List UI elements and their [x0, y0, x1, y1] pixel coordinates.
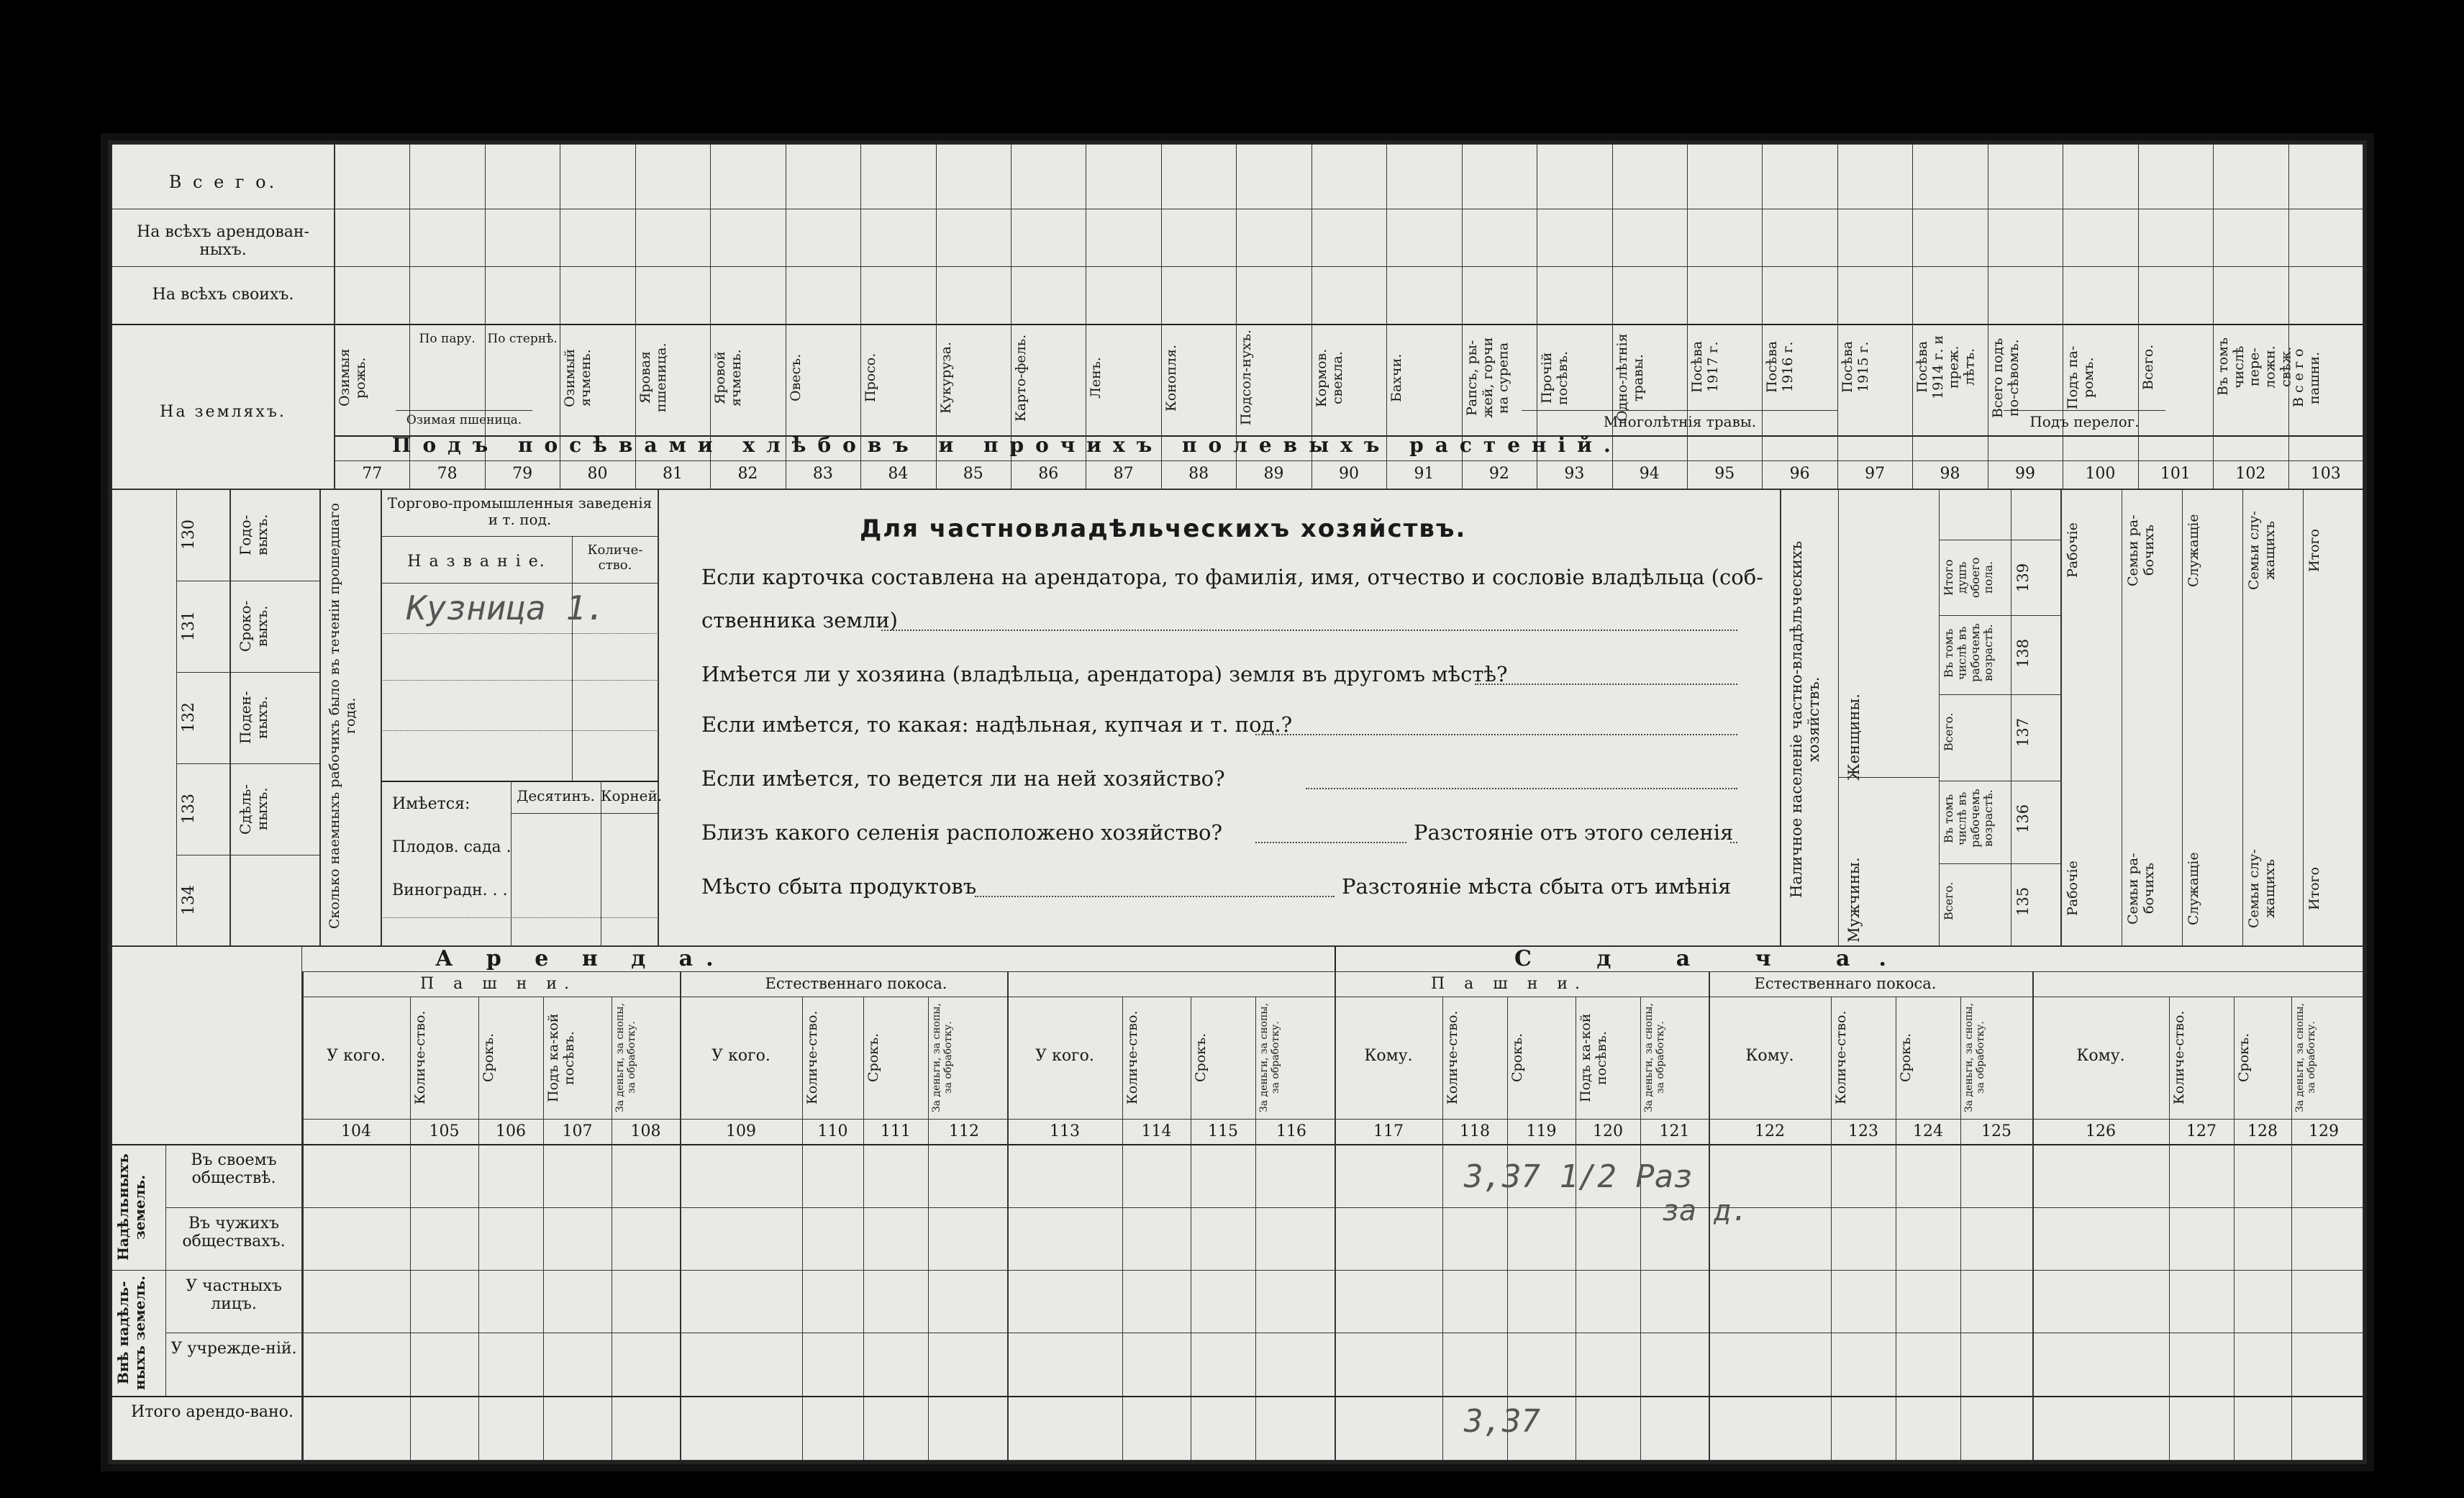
top-column-rule: [1837, 144, 1838, 489]
population-group-men: Мужчины.: [1845, 857, 1863, 943]
top-column-number: 85: [963, 465, 983, 483]
bottom-column-number: 128: [2247, 1122, 2278, 1140]
row-label-column: [112, 144, 335, 489]
top-column-rule: [2138, 144, 2139, 489]
top-column-header: Посѣва 1915 г.: [1839, 340, 1871, 394]
right-column-footer: Итого: [2306, 867, 2322, 910]
rule: [112, 1396, 2363, 1397]
population-col-header: Всего.: [1942, 712, 1955, 752]
top-column-header: По стернѣ.: [487, 332, 558, 346]
top-column-header: Овесъ.: [787, 353, 804, 402]
group-vne-label: Внѣ надѣль-ныхъ земель.: [114, 1275, 148, 1391]
worker-row-rule: [176, 672, 320, 673]
worker-row-number: 133: [180, 794, 198, 825]
rule: [1522, 410, 1838, 411]
population-row-rule: [1939, 694, 2061, 695]
bottom-column-number: 112: [949, 1122, 979, 1140]
top-column-number: 84: [888, 465, 909, 483]
rule: [112, 324, 2363, 325]
top-column-number: 88: [1188, 465, 1209, 483]
panel-line-village: Близъ какого селенія расположено хозяйство?: [701, 820, 1223, 845]
rule: [1730, 842, 1737, 843]
bottom-column-header: У кого.: [712, 1047, 770, 1065]
rule: [381, 730, 658, 731]
bottom-column-header: За деньги, за снопы, за обработку.: [2294, 1003, 2318, 1112]
population-col-number: 135: [2014, 886, 2032, 916]
bottom-column-header: Количе-ство.: [804, 1010, 820, 1105]
bottom-column-number: 126: [2086, 1122, 2116, 1140]
farming-line: [1306, 788, 1737, 789]
top-column-rule: [1762, 144, 1763, 489]
worker-row-number: 132: [180, 702, 198, 733]
trade-qty-header: Количе-ство.: [587, 543, 643, 573]
top-column-number: 103: [2310, 465, 2341, 483]
population-rule: [1838, 777, 1939, 778]
bottom-rows-area: [112, 1144, 2363, 1461]
right-column-rule: [2242, 489, 2243, 946]
bottom-column-header: Срокъ.: [1193, 1032, 1209, 1083]
bottom-column-number: 121: [1659, 1122, 1690, 1140]
rule: [2004, 410, 2165, 411]
row-own-society: Въ своемъ обществѣ.: [191, 1151, 277, 1188]
top-column-header: В с е г о пашни.: [2290, 348, 2322, 407]
bottom-column-header: За деньги, за снопы, за обработку.: [1643, 1003, 1667, 1112]
top-column-header: Озимый ячмень.: [562, 348, 594, 407]
top-column-number: 102: [2235, 465, 2266, 483]
row-label-lands: На земляхъ.: [160, 403, 286, 421]
sdacha-pokos-label: Естественнаго покоса.: [1754, 975, 1937, 992]
top-column-header: Подъ па-ромъ.: [2065, 345, 2097, 410]
population-rule: [1939, 489, 1940, 946]
korney-header: Корней.: [601, 787, 663, 804]
right-column-rule: [2061, 489, 2062, 946]
bottom-column-header: У кого.: [1035, 1047, 1094, 1065]
rule: [381, 680, 658, 681]
bottom-column-number: 116: [1276, 1122, 1306, 1140]
top-column-number: 82: [737, 465, 758, 483]
top-column-number: 96: [1789, 465, 1810, 483]
bottom-column-number: 106: [496, 1122, 526, 1140]
bottom-column-number: 109: [726, 1122, 756, 1140]
right-column-header: Служащіе: [2186, 514, 2201, 587]
census-form-sheet: [108, 140, 2367, 1464]
bottom-column-number: 117: [1373, 1122, 1404, 1140]
trade-name-header: Н а з в а н і е.: [407, 553, 546, 571]
rule: [381, 536, 658, 537]
bottom-column-number: 107: [562, 1122, 593, 1140]
right-column-header: Итого: [2306, 529, 2322, 572]
population-group-women: Женщины.: [1845, 694, 1863, 781]
top-column-header: Ленъ.: [1088, 357, 1104, 399]
right-column-rule: [2303, 489, 2304, 946]
top-column-header: Карто-фель.: [1013, 334, 1029, 422]
top-column-header: Посѣва 1914 г. и преж. лѣтъ.: [1914, 335, 1978, 399]
bottom-column-header: Кому.: [1745, 1047, 1794, 1065]
group-nadel-label: Надѣльныхъ земель.: [114, 1153, 148, 1261]
top-column-header: Всего подъ по-сѣвомъ.: [1989, 337, 2022, 418]
panel-line-farming: Если имѣется, то ведется ли на ней хозяйство?: [701, 766, 1225, 791]
rule: [381, 781, 658, 782]
top-column-number: 80: [587, 465, 608, 483]
trade-title: Торгово-промышленныя заведенія и т. под.: [387, 494, 653, 528]
bottom-column-header: Подъ ка-кой посѣвъ.: [545, 1013, 577, 1102]
bottom-column-number: 120: [1593, 1122, 1623, 1140]
worker-row-number: 131: [180, 611, 198, 642]
bottom-column-number: 124: [1913, 1122, 1943, 1140]
bottom-column-header: У кого.: [327, 1047, 386, 1065]
top-column-header: Бахчи.: [1388, 353, 1405, 402]
top-column-header: Просо.: [863, 353, 879, 403]
population-col-number: 138: [2014, 638, 2032, 668]
bottom-column-header: За деньги, за снопы, за обработку.: [1258, 1003, 1282, 1112]
bottom-column-number: 129: [2309, 1122, 2339, 1140]
market-line: [975, 896, 1335, 897]
sub-perennial-grass: Многолѣтнія травы.: [1603, 413, 1757, 430]
top-column-number: 89: [1263, 465, 1284, 483]
top-column-number: 77: [362, 465, 383, 483]
population-col-number: 137: [2014, 717, 2032, 747]
handwritten-total: 3,37: [1464, 1403, 1540, 1440]
top-column-rule: [2213, 144, 2214, 489]
top-column-header: Всего.: [2140, 344, 2156, 390]
has-title: Имѣется:: [392, 795, 470, 813]
bottom-column-header: Подъ ка-кой посѣвъ.: [1578, 1013, 1609, 1102]
rule: [302, 971, 2363, 972]
bottom-column-number: 122: [1755, 1122, 1785, 1140]
population-label: Наличное населеніе частно-владѣльческихъ хозяйствъ.: [1788, 540, 1823, 899]
row-label-total: В с е г о.: [168, 172, 278, 192]
rule: [396, 410, 532, 411]
top-column-number: 98: [1940, 465, 1960, 483]
top-column-header: Конопля.: [1163, 344, 1179, 412]
bottom-column-header: Срокъ.: [2236, 1032, 2252, 1083]
row-other-societies: Въ чужихъ обществахъ.: [182, 1215, 286, 1251]
right-column-footer: Семьи слу-жащихъ: [2246, 849, 2278, 928]
top-column-header: Кукуруза.: [937, 342, 954, 414]
bottom-column-number: 119: [1526, 1122, 1557, 1140]
rule: [511, 781, 512, 946]
bottom-column-header: За деньги, за снопы, за обработку.: [931, 1003, 955, 1112]
worker-row-label: Поден-ныхъ.: [237, 691, 271, 745]
population-row-rule: [1939, 615, 2061, 616]
bottom-column-number: 111: [881, 1122, 911, 1140]
bottom-column-number: 114: [1141, 1122, 1172, 1140]
top-column-number: 95: [1714, 465, 1735, 483]
sowing-band-title: Подъ посѣвами хлѣбовъ и прочихъ полевыхъ растеній.: [392, 433, 1622, 457]
row-institutions: У учрежде-ній.: [171, 1340, 297, 1358]
top-column-header: Рапсъ, ры-жей, горчи на сурепа: [1463, 337, 1511, 419]
bottom-column-header: Количе-ство.: [1124, 1010, 1140, 1105]
bottom-column-number: 105: [429, 1122, 460, 1140]
right-column-header: Семьи ра-бочихъ: [2125, 514, 2157, 586]
bottom-column-header: Срокъ.: [865, 1032, 881, 1083]
bottom-column-header: Кому.: [2076, 1047, 2125, 1065]
row-label-own: На всѣхъ своихъ.: [152, 286, 294, 304]
worker-row-number: 134: [180, 885, 198, 916]
row-private-persons: У частныхъ лицъ.: [186, 1277, 282, 1314]
population-col-header: Итого душъ обоего пола.: [1942, 557, 1996, 598]
bottom-column-header: Количе-ство.: [412, 1010, 428, 1105]
rule: [1838, 489, 1839, 946]
arenda-pokos-label: Естественнаго покоса.: [765, 975, 947, 992]
right-column-footer: Рабочіе: [2065, 861, 2081, 917]
worker-row-label: Сроко-выхъ.: [237, 600, 271, 653]
rule: [112, 1270, 2363, 1271]
top-column-number: 97: [1865, 465, 1886, 483]
panel-line-other-land: Имѣется ли у хозяина (владѣльца, арендатора) земля въ другомъ мѣстѣ?: [701, 662, 1508, 686]
bottom-column-number: 127: [2186, 1122, 2217, 1140]
top-column-rule: [1687, 144, 1688, 489]
top-column-header: Яровой ячмень.: [712, 349, 745, 407]
top-column-header: Прочій посѣвъ.: [1539, 350, 1570, 405]
bottom-column-number: 110: [817, 1122, 848, 1140]
panel-line-land-type: Если имѣется, то какая: надѣльная, купчая и т. под.?: [701, 712, 1293, 737]
top-column-header: По пару.: [419, 332, 476, 346]
population-col-number: 139: [2014, 563, 2032, 592]
land-type-line: [1255, 734, 1737, 735]
right-column-footer: Семьи ра-бочихъ: [2125, 853, 2157, 925]
worker-row-rule: [176, 763, 320, 764]
top-column-rule: [2288, 144, 2289, 489]
handwritten-kuznitsa: Кузница 1.: [406, 589, 606, 627]
desyatin-header: Десятинъ.: [517, 787, 595, 804]
arenda-pashni-label: П а ш н и.: [419, 975, 577, 993]
population-col-header: Въ томъ числѣ въ рабочемъ возрастѣ.: [1942, 623, 1996, 683]
population-col-number: 136: [2014, 804, 2032, 833]
rule: [381, 917, 658, 918]
bottom-column-header: Количе-ство.: [1445, 1010, 1460, 1105]
top-column-header: Яровая пшеница.: [637, 342, 669, 413]
row-total-rented: Итого арендо-вано.: [131, 1403, 294, 1421]
bottom-column-header: Срокъ.: [1898, 1032, 1914, 1083]
panel-line-market: Мѣсто сбыта продуктовъ: [701, 874, 977, 899]
bottom-column-number: 113: [1050, 1122, 1080, 1140]
population-col-header: Всего.: [1942, 881, 1955, 921]
right-column-header: Семьи слу-жащихъ: [2246, 511, 2278, 590]
handwritten-row1: 3,37 1/2 Раз: [1464, 1158, 1693, 1195]
population-row-rule: [1939, 863, 2061, 864]
right-column-footer: Служащіе: [2186, 852, 2201, 925]
top-column-number: 94: [1639, 465, 1660, 483]
right-column-header: Рабочіе: [2065, 522, 2081, 578]
right-column-rule: [2182, 489, 2183, 946]
top-column-number: 83: [812, 465, 833, 483]
panel-title: Для частновладѣльческихъ хозяйствъ.: [860, 514, 1467, 543]
bottom-column-header: Срокъ.: [481, 1032, 496, 1083]
worker-row-label: Сдѣль-ныхъ.: [237, 784, 271, 835]
other-land-line: [1475, 684, 1737, 685]
owner-line: [881, 630, 1737, 631]
panel-line-owner: Если карточка составлена на арендатора, то фамилія, имя, отчество и сословіе владѣльца (соб-: [701, 565, 1763, 589]
top-column-number: 93: [1564, 465, 1585, 483]
bottom-column-header: Количе-ство.: [2171, 1010, 2187, 1105]
rule: [381, 583, 658, 584]
top-column-number: 87: [1113, 465, 1134, 483]
bottom-column-number: 123: [1848, 1122, 1878, 1140]
sdacha-pashni-label: П а ш н и.: [1430, 975, 1588, 993]
bottom-column-number: 108: [630, 1122, 661, 1140]
vineyard-label: Виноградн. . .: [392, 881, 508, 899]
top-column-number: 101: [2160, 465, 2191, 483]
top-column-number: 86: [1038, 465, 1059, 483]
rule: [381, 633, 658, 634]
top-column-header: Посѣва 1917 г.: [1689, 340, 1721, 394]
top-column-number: 78: [437, 465, 458, 483]
top-column-header: Озимыя рожь.: [337, 348, 368, 407]
top-column-rule: [1912, 144, 1913, 489]
bottom-column-number: 115: [1208, 1122, 1238, 1140]
worker-row-label: Годо-выхъ.: [237, 514, 271, 556]
top-column-header: Подсол-нухъ.: [1238, 330, 1255, 426]
bottom-column-number: 104: [341, 1122, 371, 1140]
bottom-column-header: Количе-ство.: [1833, 1010, 1849, 1105]
top-column-header: Одно-лѣтнія травы.: [1614, 333, 1646, 422]
top-column-number: 79: [512, 465, 533, 483]
top-column-number: 81: [662, 465, 683, 483]
top-column-number: 92: [1488, 465, 1509, 483]
bottom-column-number: 125: [1981, 1122, 2011, 1140]
worker-row-number: 130: [180, 519, 198, 550]
rule: [335, 460, 2363, 461]
hired-workers-label: Сколько наемныхъ рабочихъ было въ теченіи прошедшаго года.: [327, 503, 358, 929]
panel-line-market-distance: Разстояніе мѣста сбыта отъ имѣнія: [1342, 874, 1732, 899]
row-label-rented: На всѣхъ арендован-ныхъ.: [137, 223, 309, 260]
top-column-number: 91: [1414, 465, 1435, 483]
rule: [511, 813, 658, 814]
sdacha-title: С д а ч а.: [1514, 946, 1915, 971]
panel-line-village-distance: Разстояніе отъ этого селенія: [1414, 820, 1734, 845]
bottom-column-header: Срокъ.: [1509, 1032, 1525, 1083]
rule: [165, 1207, 2363, 1208]
bottom-column-header: Кому.: [1364, 1047, 1413, 1065]
panel-line-owner-cont: ственника земли): [701, 608, 898, 632]
top-column-header: Кормов. свекла.: [1313, 348, 1345, 407]
handwritten-row1b: за д.: [1662, 1194, 1749, 1227]
bottom-column-number: 118: [1460, 1122, 1490, 1140]
top-column-number: 99: [2014, 465, 2035, 483]
top-column-number: 100: [2085, 465, 2116, 483]
bottom-column-header: За деньги, за снопы, за обработку.: [614, 1003, 638, 1112]
top-column-number: 90: [1338, 465, 1359, 483]
village-line: [1255, 842, 1406, 843]
sub-ozimaya-wheat: Озимая пшеница.: [406, 413, 522, 427]
arenda-title: А р е н д а.: [435, 946, 727, 971]
bottom-column-header: За деньги, за снопы, за обработку.: [1963, 1003, 1987, 1112]
orchard-label: Плодов. сада .: [392, 838, 512, 856]
rule: [112, 266, 2363, 267]
top-column-header: Въ томъ числѣ пере-ложн. свѣж.: [2215, 337, 2294, 396]
top-column-header: Посѣва 1916 г.: [1764, 340, 1796, 394]
population-col-header: Въ томъ числѣ въ рабочемъ возрастѣ.: [1942, 789, 1996, 848]
sub-fallow: Подъ перелог.: [2029, 413, 2140, 430]
